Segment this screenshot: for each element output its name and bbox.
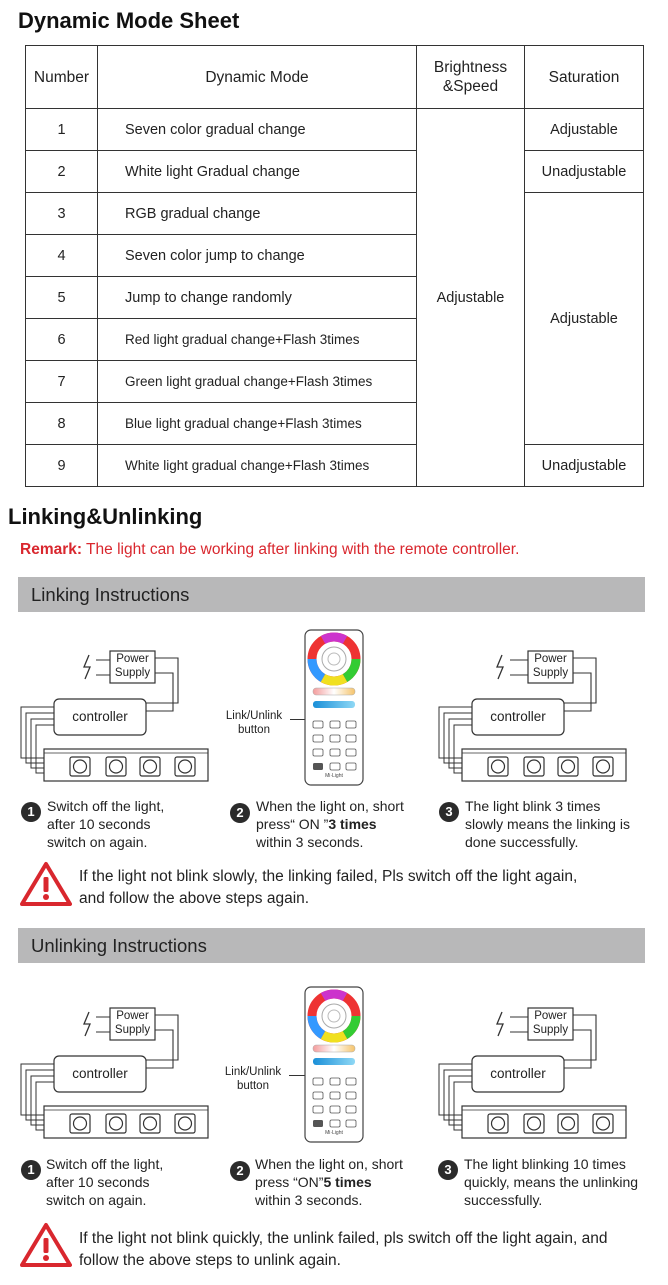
row-number: 6	[26, 319, 98, 361]
wiring-diagram-right	[436, 645, 636, 785]
step-line: When the light on, short	[255, 1156, 403, 1172]
row-mode: Red light gradual change+Flash 3times	[98, 319, 417, 361]
power-label: Power	[534, 653, 567, 665]
saturation-cell: Adjustable	[525, 193, 644, 445]
step-line: within 3 seconds.	[255, 1192, 363, 1208]
power-label: Power	[534, 1010, 567, 1022]
step-line: The light blink 3 times	[465, 798, 601, 814]
linking-instructions-bar: Linking Instructions	[18, 577, 645, 612]
link-button-label-line1: Link/Unlink	[224, 1066, 282, 1078]
warning-icon	[20, 1222, 72, 1268]
remark-label: Remark:	[20, 541, 83, 558]
step-1-badge: 1	[21, 802, 41, 822]
header-number: Number	[26, 46, 98, 109]
step-line	[256, 815, 404, 833]
step-2-badge: 2	[230, 1161, 250, 1181]
step-line: switch on again.	[47, 834, 148, 850]
step-line: done successfully.	[465, 834, 579, 850]
warning-line: and follow the above steps again.	[79, 890, 310, 907]
remote-svg	[304, 629, 364, 786]
step-press-text: press “ON”	[255, 1174, 324, 1190]
step-times-text: 3 times	[328, 816, 377, 832]
table-row	[26, 193, 644, 235]
header-saturation: Saturation	[525, 46, 644, 109]
warning-line: follow the above steps to unlink again.	[79, 1252, 341, 1269]
remote-brand: Mi·Light	[325, 773, 343, 779]
unlinking-warning	[79, 1228, 607, 1272]
step-line: after 10 seconds	[46, 1174, 150, 1190]
power-label: Power	[116, 1010, 149, 1022]
supply-label: Supply	[532, 1024, 569, 1036]
step-line: quickly, means the unlinking	[464, 1174, 639, 1190]
row-number: 1	[26, 109, 98, 151]
step-line	[255, 1173, 403, 1191]
row-mode: Seven color gradual change	[98, 109, 417, 151]
header-dynamic-mode: Dynamic Mode	[98, 46, 417, 109]
unlink-step-3	[464, 1155, 638, 1209]
link-button-label-line1: Link/Unlink	[225, 710, 283, 722]
step-3-badge: 3	[438, 1160, 458, 1180]
controller-label: controller	[72, 1066, 128, 1081]
row-number: 5	[26, 277, 98, 319]
step-3-badge: 3	[439, 802, 459, 822]
wiring-diagram-right	[436, 1002, 636, 1142]
link-button-label	[218, 709, 290, 737]
warning-line: If the light not blink slowly, the linking failed, Pls switch off the light again,	[79, 868, 578, 885]
linking-heading: Linking&Unlinking	[8, 504, 203, 529]
step-line: successfully.	[464, 1192, 543, 1208]
controller-label: controller	[490, 709, 546, 724]
controller-label: controller	[490, 1066, 546, 1081]
unlinking-instructions-bar: Unlinking Instructions	[18, 928, 645, 963]
saturation-cell: Adjustable	[525, 109, 644, 151]
link-button-label	[217, 1065, 289, 1093]
step-2-badge: 2	[230, 803, 250, 823]
step-line: Switch off the light,	[47, 798, 165, 814]
row-mode: Jump to change randomly	[98, 277, 417, 319]
table-row	[26, 109, 644, 151]
table-row	[26, 151, 644, 193]
table-header-row	[26, 46, 644, 109]
row-mode: Green light gradual change+Flash 3times	[98, 361, 417, 403]
brightness-speed-cell: Adjustable	[417, 109, 525, 487]
row-mode: Seven color jump to change	[98, 235, 417, 277]
step-press-text: press“ ON ”	[256, 816, 329, 832]
header-brightness-speed: Brightness &Speed	[417, 46, 525, 109]
remark-text: The light can be working after linking with the remote controller.	[82, 541, 520, 558]
link-step-3	[465, 797, 630, 851]
dynamic-mode-table	[25, 45, 644, 487]
step-1-badge: 1	[21, 1160, 41, 1180]
page-title: Dynamic Mode Sheet	[18, 8, 240, 33]
step-line: after 10 seconds	[47, 816, 151, 832]
remote-control	[304, 629, 364, 786]
step-line: slowly means the linking is	[465, 816, 630, 832]
row-number: 4	[26, 235, 98, 277]
remote-control	[304, 986, 364, 1143]
row-mode: White light gradual change+Flash 3times	[98, 445, 417, 487]
step-line: The light blinking 10 times	[464, 1156, 626, 1172]
row-number: 8	[26, 403, 98, 445]
step-line: within 3 seconds.	[256, 834, 364, 850]
remote-brand: Mi·Light	[325, 1130, 343, 1136]
link-button-label-line2: button	[237, 1080, 269, 1092]
warning-icon	[20, 861, 72, 907]
row-number: 7	[26, 361, 98, 403]
row-number: 2	[26, 151, 98, 193]
power-label: Power	[116, 653, 149, 665]
row-mode: RGB gradual change	[98, 193, 417, 235]
supply-label: Supply	[532, 667, 569, 679]
link-button-label-line2: button	[238, 724, 270, 736]
unlink-step-2	[255, 1155, 403, 1209]
row-number: 3	[26, 193, 98, 235]
saturation-cell: Unadjustable	[525, 151, 644, 193]
saturation-cell: Unadjustable	[525, 445, 644, 487]
step-line: When the light on, short	[256, 798, 404, 814]
step-line: Switch off the light,	[46, 1156, 164, 1172]
supply-label: Supply	[114, 667, 151, 679]
warning-line: If the light not blink quickly, the unlink failed, pls switch off the light again, and	[79, 1230, 608, 1247]
wiring-diagram-left	[18, 645, 218, 785]
remark	[20, 541, 519, 559]
row-number: 9	[26, 445, 98, 487]
link-step-1	[47, 797, 164, 851]
row-mode: Blue light gradual change+Flash 3times	[98, 403, 417, 445]
link-step-2	[256, 797, 404, 851]
wiring-diagram-left	[18, 1002, 218, 1142]
linking-warning	[79, 866, 577, 910]
table-row	[26, 445, 644, 487]
step-line: switch on again.	[46, 1192, 147, 1208]
unlink-step-1	[46, 1155, 163, 1209]
supply-label: Supply	[114, 1024, 151, 1036]
step-times-text: 5 times	[323, 1174, 372, 1190]
remote-svg	[304, 986, 364, 1143]
row-mode: White light Gradual change	[98, 151, 417, 193]
controller-label: controller	[72, 709, 128, 724]
